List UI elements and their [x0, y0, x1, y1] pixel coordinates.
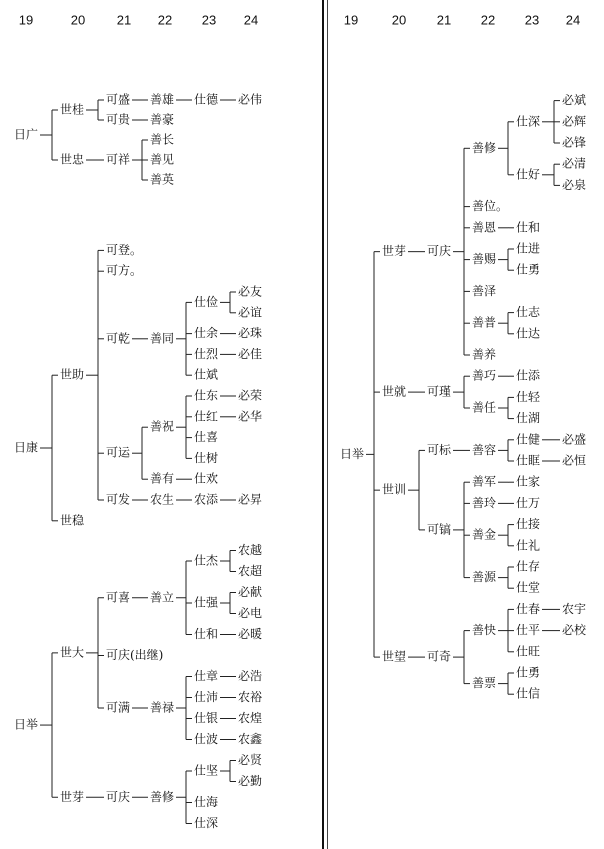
tree-node: 仕堂	[516, 580, 541, 595]
tree-node: 仕杰	[194, 553, 219, 568]
tree-node: 世芽	[60, 789, 85, 804]
tree-node: 必佳	[238, 346, 263, 361]
generation-header: 21	[116, 12, 132, 28]
tree-node: 善雄	[150, 92, 175, 107]
tree-node: 善恩	[472, 220, 497, 235]
tree-node: 世大	[60, 645, 85, 660]
tree-node: 仕和	[516, 220, 541, 235]
tree-node: 仕俭	[194, 294, 219, 309]
tree-node: 仕万	[516, 495, 541, 510]
tree-node: 善见	[150, 152, 175, 167]
tree-node: 必盛	[562, 432, 587, 447]
tree-node: 必伟	[238, 92, 263, 107]
tree-node: 可奇	[427, 649, 452, 664]
tree-node: 农生	[150, 492, 175, 507]
tree-node: 仕轻	[516, 389, 541, 404]
tree-node: 必锋	[562, 135, 587, 150]
generation-header: 21	[436, 12, 452, 28]
tree-node: 仕勇	[516, 262, 541, 277]
tree-node: 必贤	[238, 753, 263, 767]
tree-node: 仕欢	[194, 471, 219, 486]
tree-node: 世桂	[60, 102, 85, 117]
tree-node: 可贵	[106, 112, 131, 127]
tree-node: 善长	[150, 132, 175, 147]
tree-node: 善英	[150, 172, 175, 187]
tree-node: 善同	[150, 331, 175, 346]
tree-node: 仕达	[516, 326, 541, 341]
tree-node: 善普	[472, 315, 497, 330]
tree-node: 可方。	[106, 263, 143, 278]
tree-node: 仕接	[516, 517, 541, 532]
tree-node: 可运	[106, 445, 131, 460]
generation-header: 23	[201, 12, 217, 28]
tree-node: 世助	[60, 367, 85, 382]
tree-node: 可满	[106, 700, 131, 715]
tree-node: 仕斌	[194, 367, 219, 382]
tree-node: 善金	[472, 527, 497, 542]
tree-node: 农超	[238, 564, 263, 578]
tree-node: 日举	[340, 446, 365, 461]
tree-node: 善祝	[150, 419, 175, 434]
generation-header: 19	[343, 12, 359, 28]
tree-node: 世稳	[60, 513, 85, 528]
tree-node: 可乾	[106, 331, 131, 346]
tree-node: 可庆(出继)	[106, 648, 164, 662]
tree-node: 仕德	[194, 92, 219, 107]
tree-node: 善源	[472, 570, 497, 585]
tree-node: 仕深	[516, 114, 541, 129]
tree-node: 可喜	[106, 590, 131, 605]
tree-node: 善快	[472, 623, 497, 638]
tree-node: 仕海	[194, 795, 219, 809]
generation-header: 20	[391, 12, 407, 28]
tree-node: 仕信	[516, 686, 541, 701]
tree-node: 必昇	[238, 492, 263, 507]
tree-node: 可镐	[427, 522, 452, 537]
tree-node: 必谊	[238, 305, 263, 320]
tree-node: 世训	[382, 482, 407, 497]
tree-node: 善任	[472, 400, 497, 415]
tree-node: 必电	[238, 606, 263, 620]
tree-node: 可登。	[106, 242, 143, 257]
tree-node: 仕春	[516, 601, 541, 616]
tree-node: 农裕	[238, 690, 263, 704]
tree-node: 农鑫	[238, 732, 263, 746]
tree-node: 仕深	[194, 816, 219, 830]
tree-node: 必浩	[238, 669, 263, 683]
tree-node: 善有	[150, 471, 175, 486]
tree-node: 必献	[238, 585, 263, 599]
tree-node: 日举	[14, 717, 39, 732]
tree-node: 必辉	[562, 114, 587, 129]
tree-node: 仕东	[194, 388, 219, 403]
tree-node: 必恒	[562, 453, 587, 468]
tree-node: 仕勇	[516, 665, 541, 680]
tree-node: 仕和	[194, 627, 219, 641]
tree-node: 善修	[150, 789, 175, 804]
tree-node: 仕喜	[194, 430, 219, 445]
tree-node: 仕银	[194, 711, 219, 725]
tree-node: 仕波	[194, 732, 219, 746]
tree-node: 农煌	[238, 711, 263, 725]
tree-node: 仕平	[516, 623, 541, 638]
tree-node: 仕存	[516, 559, 541, 574]
generation-header: 22	[157, 12, 173, 28]
tree-node: 善玲	[472, 495, 497, 510]
tree-node: 仕章	[194, 669, 219, 683]
tree-node: 农添	[194, 492, 219, 507]
tree-node: 世望	[382, 649, 407, 664]
tree-node: 善禄	[150, 700, 175, 715]
tree-node: 仕志	[516, 305, 541, 320]
tree-node: 农宇	[562, 601, 587, 616]
tree-node: 仕家	[516, 474, 541, 489]
tree-node: 必勤	[238, 774, 263, 788]
tree-node: 必暖	[238, 627, 263, 641]
tree-node: 善豪	[150, 112, 175, 127]
tree-node: 必华	[238, 409, 263, 424]
tree-node: 仕湖	[516, 411, 541, 426]
tree-node: 仕烈	[194, 346, 219, 361]
generation-header: 22	[480, 12, 496, 28]
tree-node: 仕坚	[194, 763, 219, 778]
tree-node: 仕余	[194, 326, 219, 341]
tree-node: 善养	[472, 347, 497, 362]
tree-node: 必清	[562, 156, 587, 171]
tree-node: 可庆	[106, 789, 131, 804]
tree-node: 善位。	[472, 199, 509, 214]
generation-header: 20	[70, 12, 86, 28]
tree-node: 仕进	[516, 241, 541, 256]
tree-node: 必荣	[238, 388, 263, 403]
tree-node: 仕强	[194, 595, 219, 610]
tree-node: 可庆	[427, 244, 452, 259]
tree-node: 必斌	[562, 93, 587, 108]
tree-node: 日康	[14, 440, 39, 455]
tree-node: 善赐	[472, 252, 497, 267]
tree-node: 必珠	[238, 326, 263, 341]
generation-header: 24	[243, 12, 259, 28]
tree-node: 仕眶	[516, 453, 541, 468]
tree-node: 必友	[238, 284, 263, 299]
tree-node: 仕礼	[516, 538, 541, 553]
tree-node: 仕红	[194, 409, 219, 424]
generation-header: 23	[524, 12, 540, 28]
tree-node: 善巧	[472, 368, 497, 383]
tree-node: 农越	[238, 543, 263, 557]
tree-node: 仕树	[194, 450, 219, 465]
tree-node: 仕添	[516, 368, 541, 383]
tree-node: 必泉	[562, 177, 587, 192]
generation-header: 24	[565, 12, 581, 28]
tree-node: 善泽	[472, 283, 497, 298]
tree-node: 善立	[150, 590, 175, 605]
tree-node: 世就	[382, 384, 407, 399]
tree-node: 仕沛	[194, 690, 219, 704]
tree-node: 必校	[562, 623, 587, 638]
tree-node: 世忠	[60, 152, 85, 167]
page-divider	[322, 0, 324, 849]
tree-node: 日广	[14, 127, 39, 142]
tree-node: 仕旺	[516, 644, 541, 659]
tree-node: 可发	[106, 492, 131, 507]
tree-node: 仕好	[516, 167, 541, 182]
generation-header: 19	[18, 12, 34, 28]
tree-node: 善修	[472, 140, 497, 155]
tree-node: 善军	[472, 474, 497, 489]
tree-node: 世芽	[382, 244, 407, 259]
tree-node: 可瑾	[427, 384, 452, 399]
tree-node: 善容	[472, 442, 497, 457]
tree-node: 可标	[427, 442, 452, 457]
tree-node: 仕健	[516, 432, 541, 447]
tree-node: 可祥	[106, 152, 131, 167]
tree-node: 可盛	[106, 92, 131, 107]
tree-node: 善票	[472, 676, 497, 691]
page-divider-thin	[327, 0, 328, 849]
